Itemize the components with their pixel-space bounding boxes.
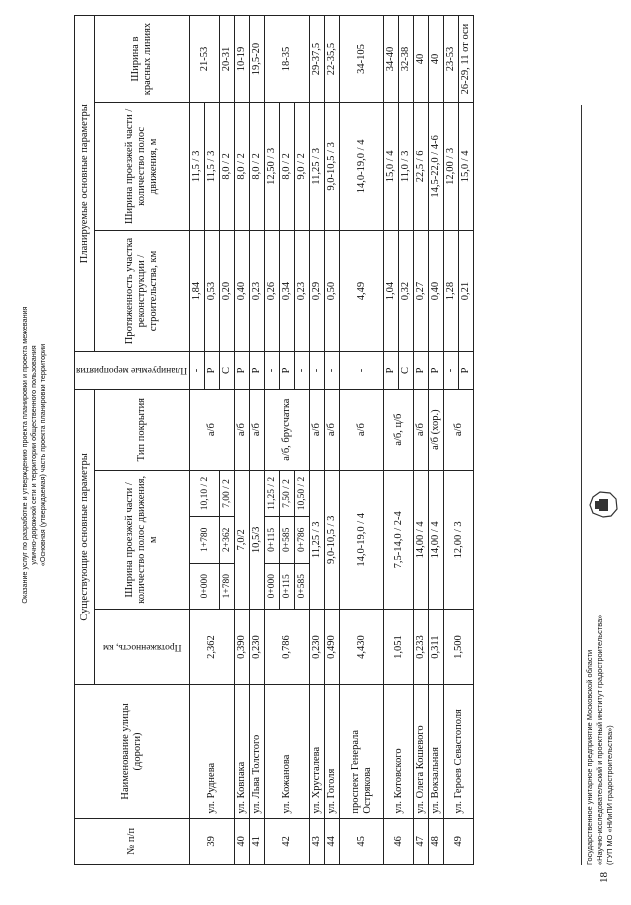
table-row: 39 ул. Руднева 2,362 0+000 1+780 10,10 / 2 а/б - 1,84 11,5 / 3 21-53: [190, 16, 205, 865]
table-row: 42 ул. Кожанова 0,786 0+000 0+115 11,25 / 2 а/б, брусчатка - 0,26 12,50 / 3 18-35: [265, 16, 280, 865]
col-measures: Планируемые мероприятия: [75, 352, 190, 389]
doc-header-line-1: Оказание услуг по разработке и утверждению проекта планировки и проекта межевания: [20, 306, 29, 604]
table-row: 41 ул. Льва Толстого 0,230 10,5/3 а/б Р 0,23 8,0 / 2 19,5-20: [250, 16, 265, 865]
table-row: 43 ул. Хрусталева 0,230 11,25 / 3 а/б - 0,29 11,25 / 3 29-37,5: [310, 16, 325, 865]
doc-footer: [585, 105, 625, 865]
page-number: 18: [598, 872, 610, 883]
table-row: 47 ул. Олега Кошевого 0,233 14,00 / 4 а/б Р 0,27 22,5 / 6 40: [414, 16, 429, 865]
table-row: С 0,32 11,0 / 3 32-38: [399, 16, 414, 865]
streets-table: [74, 15, 474, 865]
col-name: Наименование улицы (дороги): [75, 685, 190, 818]
table-row: Р 0,21 15,0 / 4 26-29, 11 от оси: [459, 16, 474, 865]
table-row: 48 ул. Вокзальная 0,311 14,00 / 4 а/б (хор.) Р 0,40 14,5-22,0 / 4-6 40: [429, 16, 444, 865]
table-row: Р 0,53 11,5 / 3: [205, 16, 220, 865]
table-row: 44 ул. Гоголя 0,490 9,0-10,5 / 3 а/б - 0,50 9,0-10,5 / 3 22-35,5: [325, 16, 340, 865]
footer-line-2: «Научно-исследовательский и проектный институт градостроительства»: [595, 614, 604, 865]
footer-line-1: Государственное унитарное предприятие Московской области: [585, 649, 594, 865]
col-length: Протяженность, км: [95, 609, 190, 684]
table-row: 46 ул. Котовского 1,051 7,5-14,0 / 2-4 а/б, ц/б Р 1,04 15,0 / 4 34-40: [384, 16, 399, 865]
table-row: 0+585 0+786 10,50 / 2 - 0,23 9,0 / 2: [295, 16, 310, 865]
doc-header-line-3: «Основная (утверждаемая) часть проекта планировки территории: [38, 343, 47, 567]
moscow-region-map-logo-icon: [583, 485, 623, 525]
doc-header-line-2: улично-дорожной сети и территории общественного пользования: [29, 345, 38, 565]
col-planned-group: Планируемые основные параметры: [75, 16, 95, 352]
col-width-lanes: Ширина проезжей части / количество полос движения, м: [95, 470, 190, 609]
col-planned-length: Протяженность участка реконструкции / строительства, км: [95, 230, 190, 352]
col-planned-width: Ширина проезжей части / количество полос движения, м: [95, 103, 190, 231]
footer-divider: [581, 105, 582, 865]
col-existing-group: Существующие основные параметры: [75, 389, 95, 685]
table-row: 1+780 2+362 7,00 / 2 С 0,20 8,0 / 2 20-31: [220, 16, 235, 865]
col-surface: Тип покрытия: [95, 389, 190, 470]
col-red-lines: Ширина в красных линиях: [95, 16, 190, 103]
table-row: 45 проспект Генерала Острякова 4,430 14,0-19,0 / 4 а/б - 4,49 14,0-19,0 / 4 34-105: [340, 16, 384, 865]
footer-line-3: (ГУП МО «НИиПИ градостроительства»): [605, 725, 614, 865]
table-row: 49 ул. Героев Севастополя 1,500 12,00 / 3 а/б - 1,28 12,00 / 3 23-53: [444, 16, 459, 865]
col-num: № п/п: [75, 818, 190, 864]
table-row: 40 ул. Ковпака 0,390 7,0/2 а/б Р 0,40 8,0 / 2 10-19: [235, 16, 250, 865]
table-row: 0+115 0+585 7,50 / 2 Р 0,34 8,0 / 2: [280, 16, 295, 865]
